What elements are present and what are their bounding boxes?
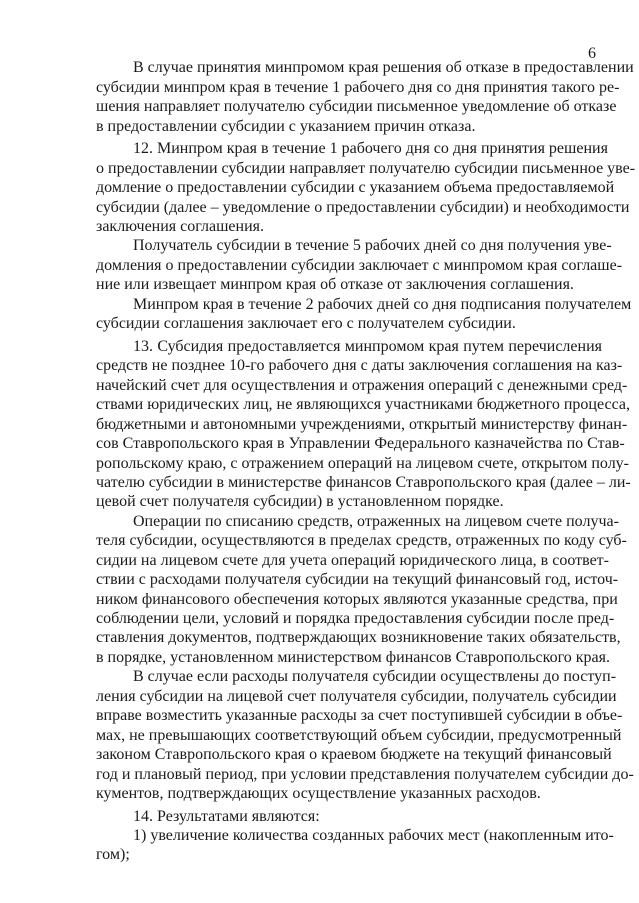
text-line: в предоставлении субсидии с указанием причин отказа. <box>96 118 476 135</box>
text-line: гом); <box>96 846 130 863</box>
text-line: о предоставлении субсидии направляет получателю субсидии письменное уве- <box>96 160 636 177</box>
text-line: В случае принятия минпромом края решения об отказе в предоставлении <box>133 59 634 76</box>
text-line: законом Ставропольского края о краевом бюджете на текущий финансовый <box>96 746 612 763</box>
text-line: Получатель субсидии в течение 5 рабочих дней со дня получения уве- <box>133 237 612 254</box>
text-line: ствами юридических лиц, не являющихся участниками бюджетного процесса, <box>96 396 630 413</box>
text-line: заключения соглашения. <box>96 218 264 235</box>
text-line: теля субсидии, осуществляются в пределах средств, отраженных по коду суб- <box>96 532 627 549</box>
text-line: кументов, подтверждающих осуществление указанных расходов. <box>96 785 541 802</box>
text-line: 12. Минпром края в течение 1 рабочего дня со дня принятия решения <box>133 140 608 157</box>
text-line: ние или извещает минпром края об отказе от заключения соглашения. <box>96 276 574 293</box>
text-line: В случае если расходы получателя субсидии осуществлены до поступ- <box>133 668 617 685</box>
page-number: 6 <box>588 45 596 62</box>
text-line: ления субсидии на лицевой счет получателя субсидии, получатель субсидии <box>96 688 617 705</box>
text-line: Минпром края в течение 2 рабочих дней со дня подписания получателем <box>133 296 632 313</box>
text-line: 1) увеличение количества созданных рабочих мест (накопленным ито- <box>133 827 614 844</box>
text-line: цевой счет получателя субсидии) в установленном порядке. <box>96 493 504 510</box>
text-line: начейский счет для осуществления и отражения операций с денежными сред- <box>96 377 628 394</box>
text-line: мах, не превышающих соответствующий объем субсидии, предусмотренный <box>96 727 622 744</box>
text-line: ствии с расходами получателя субсидии на текущий финансовый год, источ- <box>96 571 619 588</box>
text-line: субсидии соглашения заключает его с получателем субсидии. <box>96 315 516 332</box>
text-line: 14. Результатами являются: <box>133 808 320 825</box>
text-line: в порядке, установленном министерством финансов Ставропольского края. <box>96 649 610 666</box>
text-line: субсидии минпром края в течение 1 рабочего дня со дня принятия такого ре- <box>96 79 620 96</box>
text-line: Операции по списанию средств, отраженных на лицевом счете получа- <box>133 513 619 530</box>
text-line: чателю субсидии в министерстве финансов Ставропольского края (далее – ли- <box>96 474 631 491</box>
text-line: ставления документов, подтверждающих возникновение таких обязательств, <box>96 629 621 646</box>
text-line: домление о предоставлении субсидии с указанием объема предоставляемой <box>96 179 615 196</box>
text-line: ником финансового обеспечения которых являются указанные средства, при <box>96 591 618 608</box>
text-line: вправе возместить указанные расходы за счет поступившей субсидии в объе- <box>96 707 623 724</box>
text-line: год и плановый период, при условии представления получателем субсидии до- <box>96 766 634 783</box>
text-line: субсидии (далее – уведомление о предоставлении субсидии) и необходимости <box>96 199 630 216</box>
text-line: бюджетными и автономными учреждениями, открытый министерству финан- <box>96 416 628 433</box>
text-line: сов Ставропольского края в Управлении Федерального казначейства по Став- <box>96 435 625 452</box>
text-line: шения направляет получателю субсидии письменное уведомление об отказе <box>96 98 617 115</box>
text-line: соблюдении цели, условий и порядка предоставления субсидии после пред- <box>96 610 615 627</box>
text-line: средств не позднее 10-го рабочего дня с даты заключения соглашения на каз- <box>96 357 623 374</box>
text-line: сидии на лицевом счете для учета операций юридического лица, в соответ- <box>96 552 609 569</box>
text-line: домления о предоставлении субсидии заключает с минпромом края соглаше- <box>96 257 623 274</box>
text-line: ропольскому краю, с отражением операций на лицевом счете, открытом полу- <box>96 455 630 472</box>
text-line: 13. Субсидия предоставляется минпромом края путем перечисления <box>133 338 602 355</box>
